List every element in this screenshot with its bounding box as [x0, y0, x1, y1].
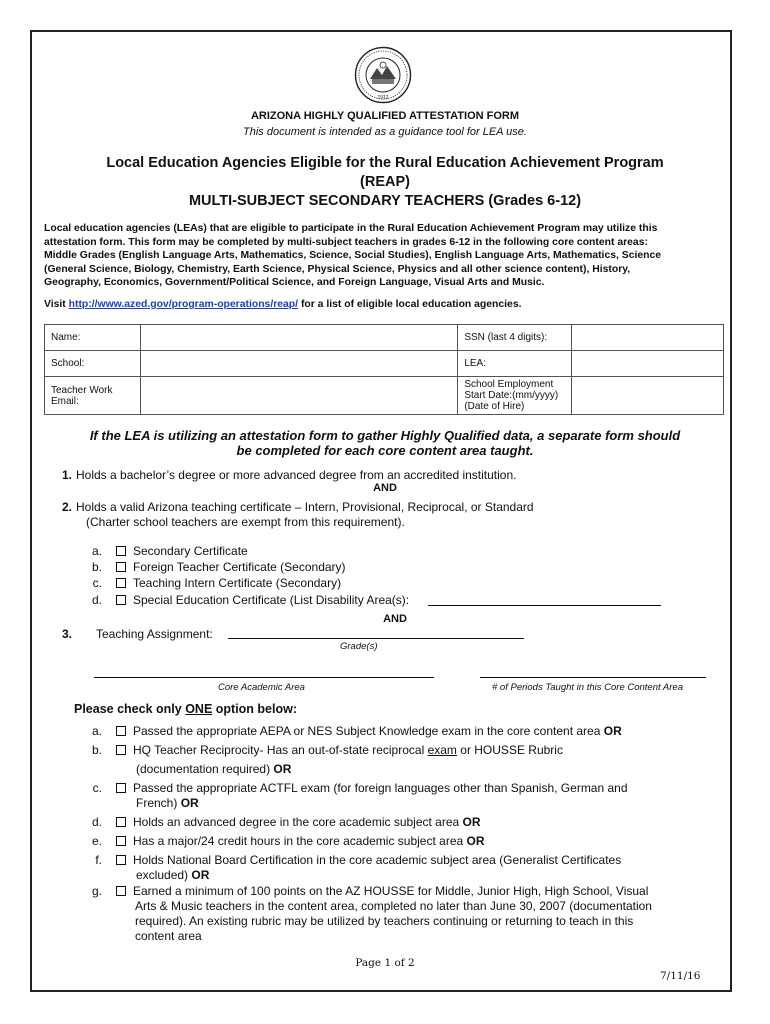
- teacher-info-table: [44, 324, 724, 415]
- page-title-line3: MULTI-SUBJECT SECONDARY TEACHERS (Grades 6-12): [188, 193, 582, 209]
- lea-field[interactable]: [572, 351, 724, 377]
- checkbox[interactable]: [116, 855, 126, 865]
- periods-caption: # of Periods Taught in this Core Content Area: [492, 682, 683, 693]
- checkbox[interactable]: [116, 546, 126, 556]
- page-title-line2: (REAP): [360, 174, 410, 190]
- checkbox[interactable]: [116, 836, 126, 846]
- visit-line: Visit http://www.azed.gov/program-operations/reap/ for a list of eligible local education agencies.: [44, 299, 522, 310]
- periods-line[interactable]: [480, 677, 706, 678]
- ssn-field[interactable]: [572, 325, 724, 351]
- core-area-caption: Core Academic Area: [218, 682, 305, 693]
- ssn-label: SSN (last 4 digits):: [458, 325, 572, 351]
- guidance-note: This document is intended as a guidance tool for LEA use.: [243, 126, 527, 138]
- school-field[interactable]: [140, 351, 457, 377]
- grades-line[interactable]: [228, 638, 524, 639]
- option-f-line2: excluded) OR: [136, 868, 210, 882]
- option-g-line2: Arts & Music teachers in the content area, completed no later than June 30, 2007 (documentation: [135, 899, 652, 913]
- revision-date: 7/11/16: [660, 970, 701, 982]
- reap-link[interactable]: http://www.azed.gov/program-operations/reap/: [68, 299, 299, 310]
- separate-form-warning: If the LEA is utilizing an attestation form to gather Highly Qualified data, a separate form should be completed for each core content area taught.: [89, 428, 681, 458]
- core-area-line[interactable]: [94, 677, 434, 678]
- checkbox[interactable]: [116, 817, 126, 827]
- and-separator-1: AND: [373, 482, 397, 494]
- requirement-2-note: (Charter school teachers are exempt from this requirement).: [86, 515, 405, 529]
- start-date-label: School Employment Start Date:(mm/yyyy) (Date of Hire): [458, 377, 572, 415]
- option-g-line4: content area: [135, 929, 202, 943]
- checkbox[interactable]: [116, 562, 126, 572]
- option-c-line2: French) OR: [136, 796, 199, 810]
- checkbox[interactable]: [116, 726, 126, 736]
- form-title: ARIZONA HIGHLY QUALIFIED ATTESTATION FORM: [250, 110, 520, 122]
- disability-area-line[interactable]: [428, 605, 661, 606]
- page-number: Page 1 of 2: [355, 957, 415, 969]
- and-separator-2: AND: [383, 613, 407, 625]
- name-label: Name:: [45, 325, 141, 351]
- email-label: Teacher Work Email:: [45, 377, 141, 415]
- checkbox[interactable]: [116, 783, 126, 793]
- options-heading: Please check only ONE option below:: [74, 702, 297, 716]
- checkbox[interactable]: [116, 745, 126, 755]
- school-label: School:: [45, 351, 141, 377]
- name-field[interactable]: [140, 325, 457, 351]
- intro-paragraph: Local education agencies (LEAs) that are eligible to participate in the Rural Education Achievement Program may utilize this attestation form. This form may be completed by multi-subject teachers in grades 6-12 in the following core content areas: Middle Grades (English Language Arts, Mathematics, Science, Social Studies), English Language Arts, Mathematics, Science (General Science, Biology, Chemistry, Earth Science, Physical Science, Physics and all other science content), History, Geography, Economics, Government/Political Science, and Foreign Language, Visual Arts and Music.: [44, 223, 662, 289]
- grades-caption: Grade(s): [340, 641, 378, 652]
- checkbox[interactable]: [116, 578, 126, 588]
- arizona-state-seal: [354, 46, 412, 104]
- start-date-field[interactable]: [572, 377, 724, 415]
- page-title-line1: Local Education Agencies Eligible for the Rural Education Achievement Program: [106, 155, 664, 171]
- option-g-line3: required). An existing rubric may be utilized by teachers continuing or returning to teach in this: [135, 914, 634, 928]
- svg-text:1912: 1912: [377, 95, 389, 101]
- email-field[interactable]: [140, 377, 457, 415]
- checkbox[interactable]: [116, 595, 126, 605]
- checkbox[interactable]: [116, 886, 126, 896]
- option-b-line2: (documentation required) OR: [136, 762, 292, 776]
- lea-label: LEA:: [458, 351, 572, 377]
